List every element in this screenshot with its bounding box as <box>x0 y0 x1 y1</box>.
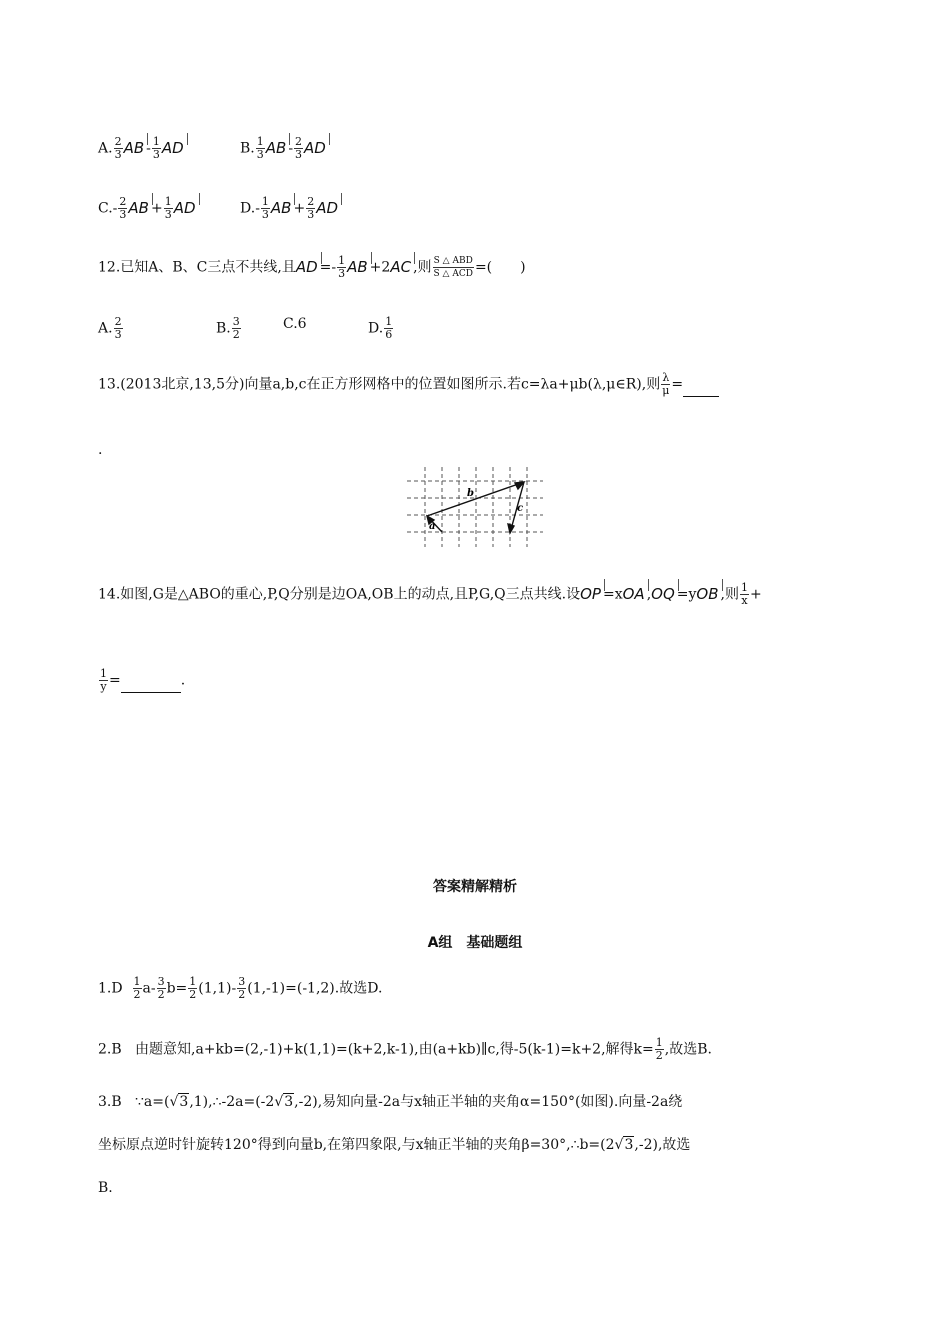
answer-3-line-3: B. <box>98 1180 113 1196</box>
answer-3-line-2: 坐标原点逆时针旋转120°得到向量b,在第四象限,与x轴正半轴的夹角β=30°,∴b=(2√3,-2),故选 <box>98 1137 691 1153</box>
q12-option-c: C.6 <box>283 316 307 332</box>
answer-blank <box>121 678 181 693</box>
label-b: b <box>467 488 474 499</box>
question-14: 14.如图,G是△ABO的重心,P,Q分别是边OA,OB上的动点,且P,G,Q三点共线.设OP =xOA ,OQ =yOB ,则 $\frac{1}{x}$ + <box>98 581 762 607</box>
question-13-period: . <box>98 442 103 458</box>
answer-blank <box>683 382 719 397</box>
answer-1: 1.D $\frac{1}{2}$ a- $\frac{3}{2}$ b= $\frac{1}{2}$ (1,1)- $\frac{3}{2}$ (1,-1)=(-1,2).故选D. <box>98 975 383 1001</box>
question-13: 13.(2013北京,13,5分)向量a,b,c在正方形网格中的位置如图所示.若c=λa+μb(λ,μ∈R),则 $\frac{\lambda}{\mu}$ = <box>98 372 719 397</box>
q12-option-b: B. $\frac{3}{2}$ <box>216 315 240 341</box>
answer-2: 2.B 由题意知,a+kb=(2,-1)+k(1,1)=(k+2,k-1),由(a+kb)∥c,得-5(k-1)=k+2,解得k= $\frac{1}{2}$ ,故选B. <box>98 1036 712 1062</box>
answers-title: 答案精解精析 <box>433 879 517 895</box>
label-c: c <box>517 503 524 514</box>
q11-option-d: D.- $\frac{1}{3}$ AB + $\frac{2}{3}$ AD <box>240 195 339 221</box>
q11-option-a: A. $\frac{2}{3}$ AB - $\frac{1}{3}$ AD <box>98 135 184 161</box>
question-12: 12.已知A、B、C三点不共线,且AD =- $\frac{1}{3}$ AB +2AC ,则 $\frac{\text{S △ ABD}}{\text{S △ ACD}}$ =( ) <box>98 254 526 280</box>
q12-option-a: A. $\frac{2}{3}$ <box>98 315 122 341</box>
vector-grid-figure <box>407 467 543 547</box>
answer-3-line-1: 3.B ∵a=(√3,1),∴-2a=(-2√3,-2),易知向量-2a与x轴正半轴的夹角α=150°(如图).向量-2a绕 <box>98 1094 683 1110</box>
question-14-cont: $\frac{1}{y}$ = . <box>100 667 186 693</box>
q11-option-c: C.- $\frac{2}{3}$ AB + $\frac{1}{3}$ AD <box>98 195 196 221</box>
label-a: a <box>429 521 436 532</box>
answers-group-title: A组 基础题组 <box>427 935 523 951</box>
q11-option-b: B. $\frac{1}{3}$ AB - $\frac{2}{3}$ AD <box>240 135 326 161</box>
q12-option-d: D. $\frac{1}{6}$ <box>368 315 393 341</box>
